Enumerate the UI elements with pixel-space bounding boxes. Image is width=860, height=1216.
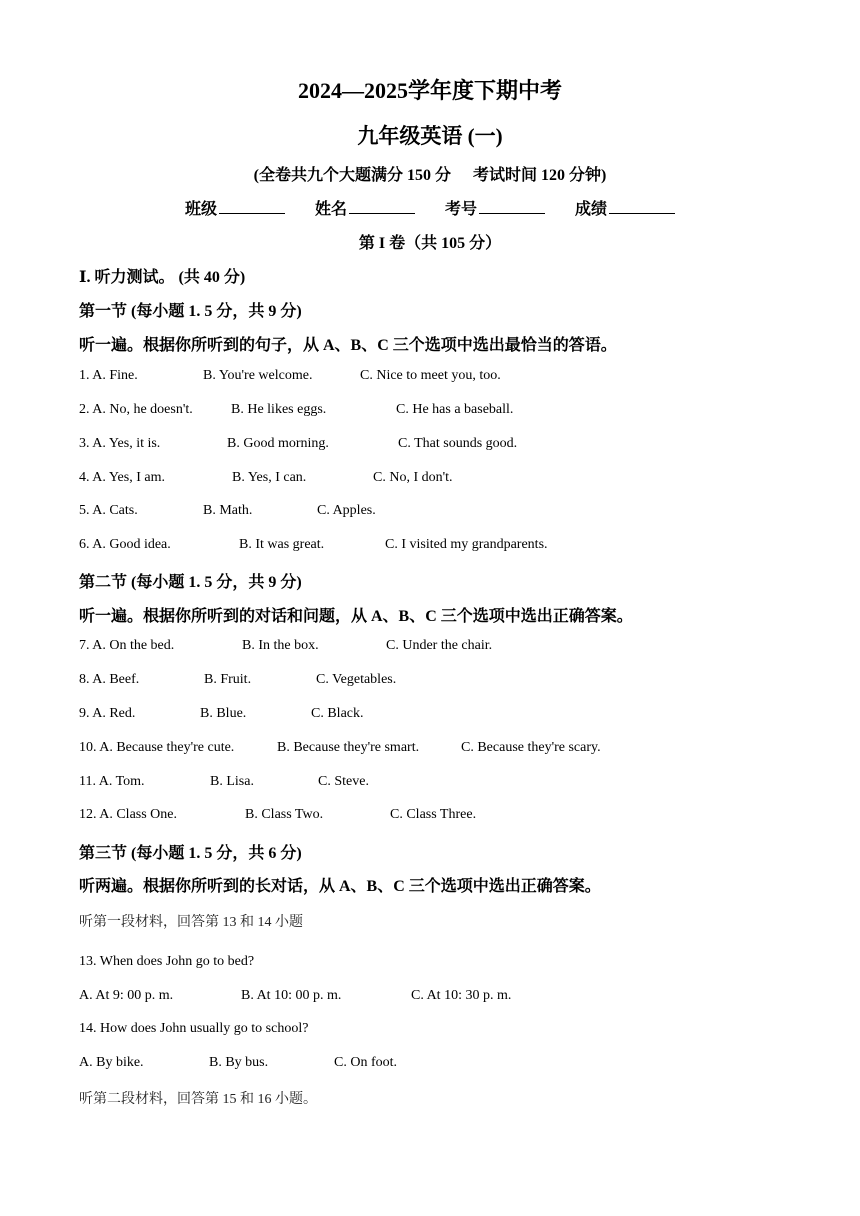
option-a: 7. A. On the bed.: [79, 638, 175, 653]
option-b: B. Yes, I can.: [232, 470, 307, 485]
exam-info: [0, 162, 860, 185]
option-b: B. Class Two.: [245, 807, 324, 822]
option-b: B. You're welcome.: [203, 368, 313, 383]
question-14: 14. How does John usually go to school?: [79, 1021, 309, 1036]
option-a: 3. A. Yes, it is.: [79, 436, 161, 451]
option-b: B. He likes eggs.: [231, 402, 327, 417]
option-c: C. That sounds good.: [398, 436, 518, 451]
option-b: B. Because they're smart.: [277, 740, 420, 755]
option-c: C. I visited my grandparents.: [385, 537, 548, 552]
option-b: B. It was great.: [239, 537, 325, 552]
section3-heading: 第三节 (每小题 1. 5 分，共 6 分): [79, 845, 302, 862]
option-c: C. Because they're scary.: [461, 740, 601, 755]
field-exam-number[interactable]: 考号: [445, 196, 545, 219]
student-info-fields: [0, 196, 860, 219]
option-a: 4. A. Yes, I am.: [79, 470, 165, 485]
option-c: C. Under the chair.: [386, 638, 493, 653]
option-c: C. No, I don't.: [373, 470, 453, 485]
option-a: 11. A. Tom.: [79, 774, 145, 789]
option-a: 5. A. Cats.: [79, 503, 138, 518]
option-c: C. Steve.: [318, 774, 369, 789]
section3-note-1: 听第一段材料，回答第 13 和 14 小题: [79, 915, 303, 930]
option-b: B. Good morning.: [227, 436, 329, 451]
exam-info-time: 考试时间 120 分钟): [473, 167, 607, 184]
question-13: 13. When does John go to bed?: [79, 954, 255, 969]
option-b: B. Lisa.: [210, 774, 254, 789]
option-b: B. By bus.: [209, 1055, 269, 1070]
option-c: C. Black.: [311, 706, 364, 721]
option-b: B. Fruit.: [204, 672, 252, 687]
option-b: B. Math.: [203, 503, 253, 518]
field-score[interactable]: 成绩: [575, 196, 675, 219]
section3-note-2: 听第二段材料，回答第 15 和 16 小题。: [79, 1092, 317, 1107]
option-a: 2. A. No, he doesn't.: [79, 402, 193, 417]
section1-instruction: 听一遍。根据你所听到的句子，从 A、B、C 三个选项中选出最恰当的答语。: [79, 337, 617, 354]
volume-heading: 第 I 卷（共 105 分）: [358, 235, 502, 252]
option-b: B. Blue.: [200, 706, 247, 721]
section3-instruction: 听两遍。根据你所听到的长对话，从 A、B、C 三个选项中选出正确答案。: [79, 878, 601, 895]
option-c: C. Apples.: [317, 503, 376, 518]
option-c: C. At 10: 30 p. m.: [411, 988, 512, 1003]
option-a: 1. A. Fine.: [79, 368, 138, 383]
part-heading: Ⅰ. 听力测试。 (共 40 分): [79, 269, 246, 286]
option-a: 9. A. Red.: [79, 706, 136, 721]
option-c: C. Nice to meet you, too.: [360, 368, 501, 383]
field-class[interactable]: 班级: [185, 196, 285, 219]
option-c: C. On foot.: [334, 1055, 397, 1070]
option-c: C. Class Three.: [390, 807, 477, 822]
section1-heading: 第一节 (每小题 1. 5 分，共 9 分): [79, 303, 302, 320]
section2-heading: 第二节 (每小题 1. 5 分，共 9 分): [79, 574, 302, 591]
exam-title: 2024—2025学年度下期中考: [297, 78, 562, 103]
option-a: 8. A. Beef.: [79, 672, 140, 687]
option-b: B. At 10: 00 p. m.: [241, 988, 342, 1003]
option-a: A. At 9: 00 p. m.: [79, 988, 174, 1003]
option-a: 12. A. Class One.: [79, 807, 177, 822]
option-c: C. Vegetables.: [316, 672, 397, 687]
option-c: C. He has a baseball.: [396, 402, 514, 417]
exam-subtitle: 九年级英语 (一): [357, 124, 503, 148]
section2-instruction: 听一遍。根据你所听到的对话和问题，从 A、B、C 三个选项中选出正确答案。: [79, 608, 633, 625]
exam-info-score: (全卷共九个大题满分 150 分: [253, 167, 451, 184]
option-a: A. By bike.: [79, 1055, 144, 1070]
field-name[interactable]: 姓名: [315, 196, 415, 219]
option-b: B. In the box.: [242, 638, 319, 653]
option-a: 6. A. Good idea.: [79, 537, 171, 552]
option-a: 10. A. Because they're cute.: [79, 740, 235, 755]
